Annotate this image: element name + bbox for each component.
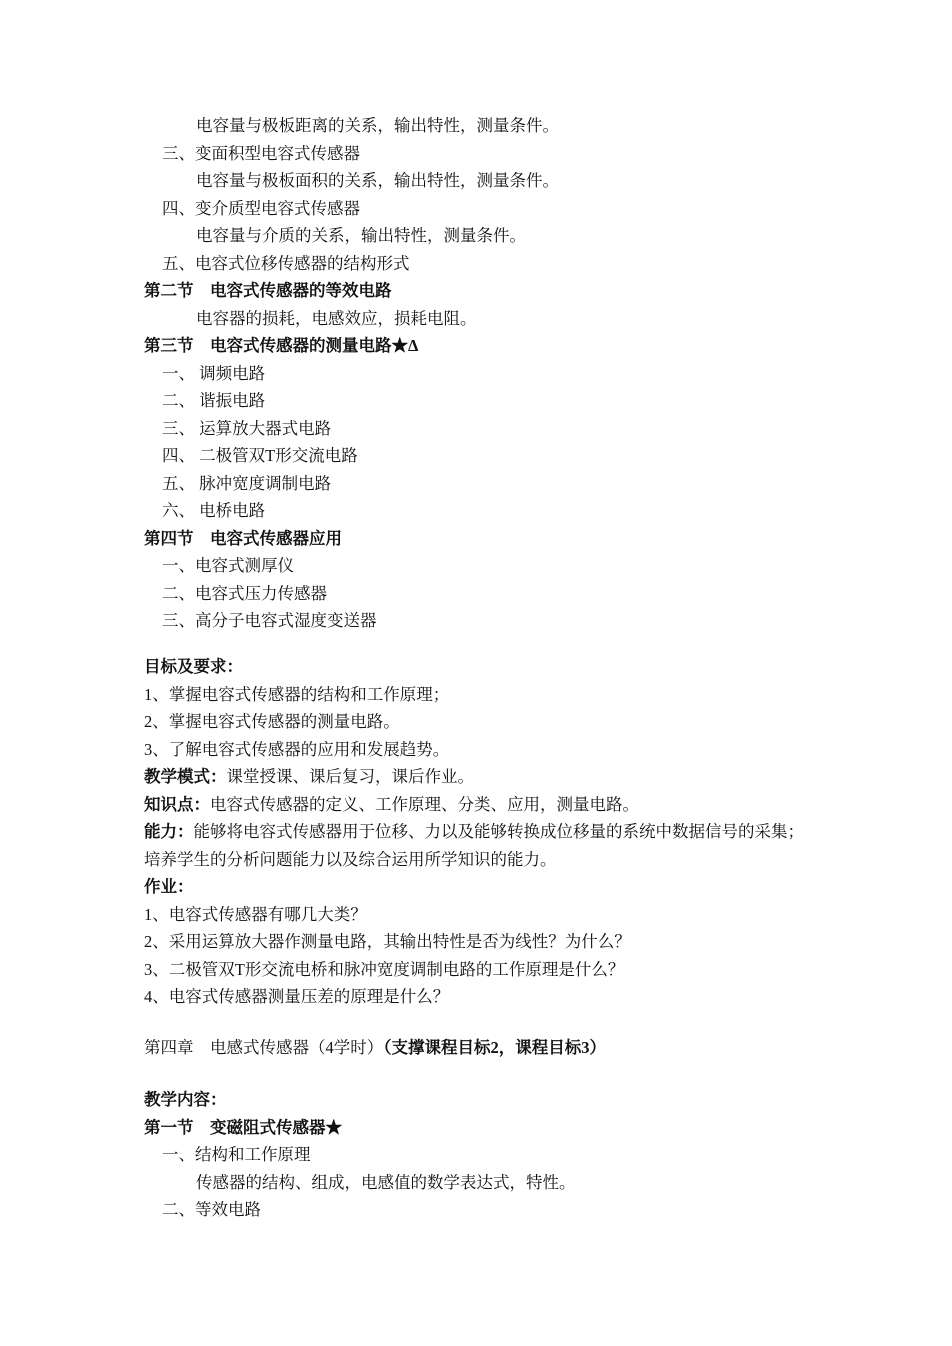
knowledge-points-line	[144, 791, 892, 819]
ch3-s1-item3-title: 三、变面积型电容式传感器	[162, 143, 360, 163]
ability-label: 能力：	[144, 822, 194, 841]
ch3-s1-item3-desc: 电容量与极板面积的关系，输出特性，测量条件。	[196, 171, 559, 190]
ch3-s1-item4-desc: 电容量与介质的关系，输出特性，测量条件。	[196, 226, 526, 245]
ch3-section3-heading: 第三节 电容式传感器的测量电路★Δ	[144, 336, 419, 355]
chapter4-heading-support: （支撑课程目标2，课程目标3）	[383, 1038, 606, 1057]
ch3-s1-item2-desc: 电容量与极板距离的关系，输出特性，测量条件。	[196, 116, 559, 135]
ch3-s1-item5-title: 五、电容式位移传感器的结构形式	[162, 253, 410, 273]
objective-item: 3、了解电容式传感器的应用和发展趋势。	[144, 739, 450, 759]
ch4-section1-heading: 第一节 变磁阻式传感器★	[144, 1117, 342, 1137]
ability-continuation: 培养学生的分析问题能力以及综合运用所学知识的能力。	[144, 849, 557, 869]
ch3-section2-desc: 电容器的损耗，电感效应，损耗电阻。	[196, 308, 477, 328]
teaching-mode-text: 课堂授课、课后复习，课后作业。	[226, 767, 474, 786]
ch3-s3-item: 二、 谐振电路	[162, 391, 266, 410]
objectives-heading: 目标及要求：	[144, 657, 243, 676]
teaching-mode-line	[144, 763, 892, 791]
homework-item: 1、电容式传感器有哪几大类？	[144, 904, 367, 924]
chapter4-content-heading: 教学内容：	[144, 1090, 227, 1109]
ch3-s4-item: 二、电容式压力传感器	[162, 583, 327, 603]
ch3-s3-item: 六、 电桥电路	[162, 501, 266, 520]
ch4-s1-item2-title: 二、等效电路	[162, 1200, 261, 1219]
chapter4-heading: 第四章 电感式传感器（4学时）	[144, 1038, 384, 1057]
ch3-section4-heading: 第四节 电容式传感器应用	[144, 528, 342, 548]
knowledge-points-text: 电容式传感器的定义、工作原理、分类、应用，测量电路。	[210, 794, 639, 814]
ch3-s1-item4-title: 四、变介质型电容式传感器	[162, 198, 360, 218]
ch3-s4-item: 一、电容式测厚仪	[162, 556, 294, 575]
objective-item: 1、掌握电容式传感器的结构和工作原理；	[144, 684, 450, 704]
homework-item: 3、二极管双T形交流电桥和脉冲宽度调制电路的工作原理是什么？	[144, 959, 625, 979]
ch3-s3-item: 三、 运算放大器式电路	[162, 418, 332, 438]
homework-heading: 作业：	[144, 877, 194, 896]
ch4-s1-item1-title: 一、结构和工作原理	[162, 1145, 311, 1164]
ch3-s3-item: 一、 调频电路	[162, 363, 266, 383]
ch3-s4-item: 三、高分子电容式湿度变送器	[162, 611, 377, 630]
ch3-s3-item: 五、 脉冲宽度调制电路	[162, 473, 332, 493]
homework-item: 2、采用运算放大器作测量电路，其输出特性是否为线性？为什么？	[144, 932, 631, 951]
homework-item: 4、电容式传感器测量压差的原理是什么？	[144, 987, 450, 1006]
objective-item: 2、掌握电容式传感器的测量电路。	[144, 712, 400, 731]
ch3-s3-item: 四、 二极管双T形交流电路	[162, 446, 358, 465]
knowledge-points-label: 知识点：	[144, 794, 210, 814]
ch3-section2-heading: 第二节 电容式传感器的等效电路	[144, 281, 392, 300]
ability-text: 能够将电容式传感器用于位移、力以及能够转换成位移量的系统中数据信号的采集；	[193, 822, 804, 841]
ch4-s1-item1-desc: 传感器的结构、组成，电感值的数学表达式，特性。	[196, 1172, 576, 1192]
teaching-mode-label: 教学模式：	[144, 767, 227, 786]
chapter4-heading-line	[144, 1034, 892, 1062]
ability-line	[144, 818, 892, 846]
